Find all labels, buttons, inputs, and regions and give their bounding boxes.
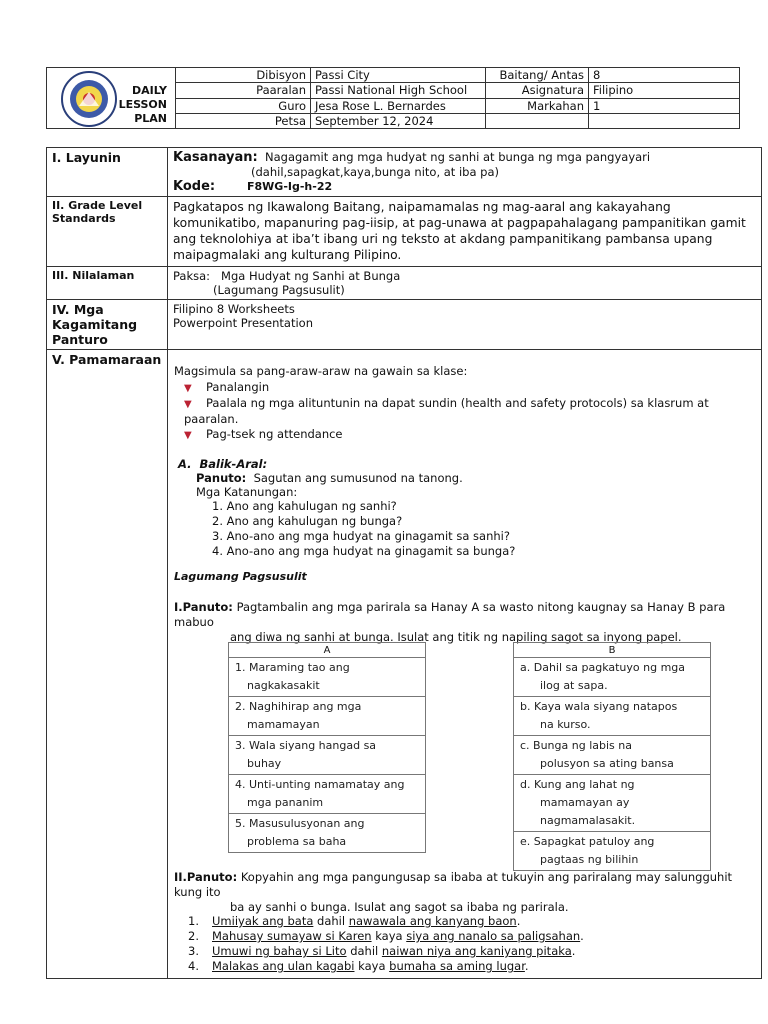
header-key: Baitang/ Antas (486, 68, 589, 83)
table-row: a. Dahil sa pagkatuyo ng mga ilog at sapa. (514, 658, 711, 697)
table-row: 5. Masusulusyonan ang problema sa baha (229, 814, 426, 853)
header-key: Asignatura (486, 83, 589, 98)
title-line-3: PLAN (134, 112, 167, 125)
paksa-value: Mga Hudyat ng Sanhi at Bunga (221, 269, 401, 283)
header-key: Petsa (176, 113, 311, 128)
list-item: 1. Umiiyak ang bata dahil nawawala ang kanyang baon. (188, 914, 521, 928)
table-row: 3. Wala siyang hangad sa buhay (229, 736, 426, 775)
balik-aral-heading: A. Balik-Aral: (178, 457, 268, 471)
dlp-title (119, 84, 167, 126)
kode-value: F8WG-Ig-h-22 (247, 180, 333, 193)
header-value: Jesa Rose L. Bernardes (311, 98, 486, 113)
grade-level-text: Pagkatapos ng Ikawalong Baitang, naipamamalas ng mag-aaral ang kakayahang komunikatibo, mapanuring pag-iisip, at pag-unawa at pagpapahalagang pampanitikan gamit ang teknolohiya at iba’t ibang uri ng teksto at akdang pampanitikang pambansa upang maipagmalaki ang kulturang Pilipino. (168, 197, 762, 267)
title-line-2: LESSON (118, 98, 167, 111)
grade-level-label: II. Grade Level Standards (47, 197, 168, 267)
arrow-down-icon: ▼ (184, 399, 192, 410)
kagamitan-item: Powerpoint Presentation (173, 316, 313, 330)
header-key: Paaralan (176, 83, 311, 98)
katanungan-label: Mga Katanungan: (196, 485, 298, 499)
balik-panuto: Panuto: Sagutan ang sumusunod na tanong. (196, 471, 463, 485)
paksa-label: Paksa: (173, 269, 211, 283)
title-line-1: DAILY (132, 84, 167, 97)
header-value (589, 113, 740, 128)
list-item: 3. Ano-ano ang mga hudyat na ginagamit sa sanhi? (212, 529, 510, 543)
list-item: 3. Umuwi ng bahay si Lito dahil naiwan niya ang kaniyang pitaka. (188, 944, 576, 958)
list-item: 4. Malakas ang ulan kagabi kaya bumaha sa aming lugar. (188, 959, 529, 973)
table-row: 2. Naghihirap ang mga mamamayan (229, 697, 426, 736)
nilalaman-content (168, 267, 762, 300)
header-value: Passi National High School (311, 83, 486, 98)
list-item: 2. Ano ang kahulugan ng bunga? (212, 514, 403, 528)
panuto-1: I.Panuto: Pagtambalin ang mga parirala sa Hanay A sa wasto nitong kaugnay sa Hanay B para mabuo ang diwa ng sanhi at bunga. Isulat ang titik ng napiling sagot sa inyong papel. (174, 600, 726, 644)
lesson-plan-table (46, 147, 762, 979)
kagamitan-item: Filipino 8 Worksheets (173, 302, 295, 316)
kasanayan-text-2: (dahil,sapagkat,kaya,bunga nito, at iba pa) (251, 165, 499, 179)
arrow-down-icon: ▼ (184, 430, 192, 441)
list-item: 1. Ano ang kahulugan ng sanhi? (212, 499, 397, 513)
kagamitan-label: IV. Mga Kagamitang Panturo (47, 300, 168, 350)
deped-seal-icon (59, 70, 119, 128)
hanay-b-head: B (514, 643, 711, 658)
list-item: 4. Ano-ano ang mga hudyat na ginagamit sa bunga? (212, 544, 516, 558)
header-value: 1 (589, 98, 740, 113)
hanay-a-head: A (229, 643, 426, 658)
header-key (486, 113, 589, 128)
hanay-a-table (228, 642, 426, 853)
list-item: 2. Mahusay sumayaw si Karen kaya siya ang nanalo sa paligsahan. (188, 929, 584, 943)
sentences-list (188, 914, 584, 974)
table-row: 4. Unti-unting namamatay ang mga pananim (229, 775, 426, 814)
lagumang-heading: Lagumang Pagsusulit (174, 570, 307, 583)
pamamaraan-label: V. Pamamaraan (47, 350, 168, 979)
header-key: Dibisyon (176, 68, 311, 83)
paksa-sub: (Lagumang Pagsusulit) (213, 283, 345, 297)
pamamaraan-intro: Magsimula sa pang-araw-araw na gawain sa klase: (174, 364, 468, 378)
table-row: 1. Maraming tao ang nagkakasakit (229, 658, 426, 697)
header-key: Guro (176, 98, 311, 113)
questions-list (174, 499, 760, 559)
panuto-2: II.Panuto: Kopyahin ang mga pangungusap sa ibaba at tukuyin ang pariralang may salungguhit kung ito ba ay sanhi o bunga. Isulat ang sagot sa ibaba ng parirala. (174, 870, 733, 914)
layunin-label: I. Layunin (47, 148, 168, 197)
pamamaraan-content (168, 350, 762, 979)
header-table (46, 67, 740, 129)
header-logo-cell (47, 68, 176, 129)
table-row: b. Kaya wala siyang natapos na kurso. (514, 697, 711, 736)
header-value: September 12, 2024 (311, 113, 486, 128)
kagamitan-content (168, 300, 762, 350)
arrow-down-icon: ▼ (184, 383, 192, 394)
list-item: ▼ Paalala ng mga alituntunin na dapat sundin (health and safety protocols) sa klasrum at paaralan. (184, 396, 709, 426)
table-row: d. Kung ang lahat ng mamamayan ay nagmamalasakit. (514, 775, 711, 832)
kasanayan-label: Kasanayan: (173, 150, 258, 165)
list-item: ▼ Pag-tsek ng attendance (184, 427, 343, 441)
header-key: Markahan (486, 98, 589, 113)
header-value: Passi City (311, 68, 486, 83)
table-row: c. Bunga ng labis na polusyon sa ating bansa (514, 736, 711, 775)
nilalaman-label: III. Nilalaman (47, 267, 168, 300)
kode-label: Kode: (173, 179, 216, 194)
routine-list (184, 380, 760, 443)
table-row: e. Sapagkat patuloy ang pagtaas ng bilihin (514, 832, 711, 871)
kasanayan-text: Nagagamit ang mga hudyat ng sanhi at bunga ng mga pangyayari (265, 150, 651, 164)
header-value: Filipino (589, 83, 740, 98)
layunin-content (168, 148, 762, 197)
hanay-b-table (513, 642, 711, 871)
header-value: 8 (589, 68, 740, 83)
list-item: ▼ Panalangin (184, 380, 270, 394)
